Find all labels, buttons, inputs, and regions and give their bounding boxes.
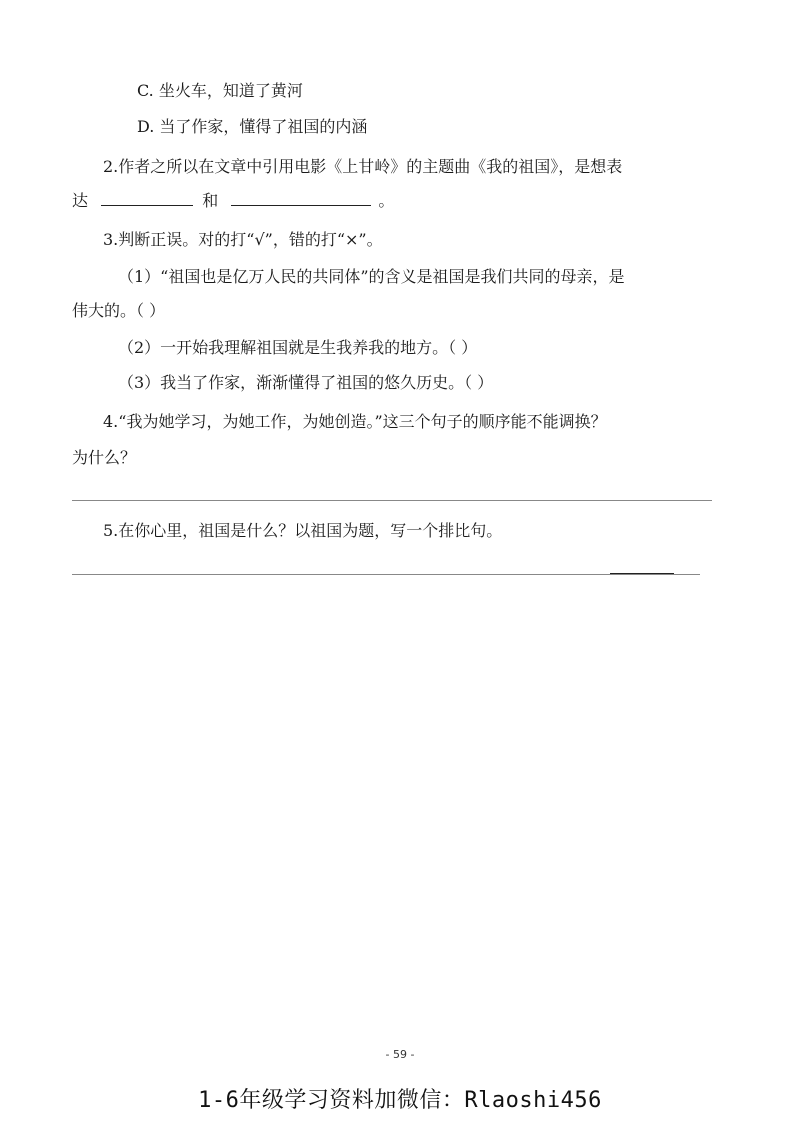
q2-middle: 和 bbox=[202, 191, 219, 210]
question-4-line1: 4.“我为她学习，为她工作，为她创造。”这三个句子的顺序能不能调换？ bbox=[103, 412, 607, 431]
answer-blank-2[interactable] bbox=[231, 191, 371, 206]
question-3-item3: （3）我当了作家，渐渐懂得了祖国的悠久历史。（ ） bbox=[118, 373, 494, 392]
footer-text: 1-6年级学习资料加微信：Rlaoshi456 bbox=[198, 1088, 602, 1113]
question-3-title: 3.判断正误。对的打“√”，错的打“×”。 bbox=[103, 230, 383, 249]
answer-line-q5-end bbox=[610, 573, 674, 574]
q2-prefix: 达 bbox=[72, 191, 89, 210]
question-2-line2 bbox=[72, 190, 394, 212]
question-3-item2: （2）一开始我理解祖国就是生我养我的地方。（ ） bbox=[118, 338, 478, 357]
option-d: D. 当了作家，懂得了祖国的内涵 bbox=[137, 117, 368, 136]
question-3-item1-line1: （1）“祖国也是亿万人民的共同体”的含义是祖国是我们共同的母亲，是 bbox=[118, 267, 625, 286]
page-number: - 59 - bbox=[385, 1048, 415, 1061]
answer-blank-1[interactable] bbox=[101, 191, 193, 206]
question-5-line1: 5.在你心里，祖国是什么？以祖国为题，写一个排比句。 bbox=[103, 521, 503, 540]
answer-line-q5[interactable] bbox=[72, 574, 700, 575]
question-3-item1-line2: 伟大的。（ ） bbox=[72, 301, 166, 320]
question-2-line1: 2.作者之所以在文章中引用电影《上甘岭》的主题曲《我的祖国》，是想表 bbox=[103, 157, 623, 176]
answer-line-q4[interactable] bbox=[72, 500, 712, 501]
option-c: C. 坐火车，知道了黄河 bbox=[137, 81, 303, 100]
question-4-line2: 为什么？ bbox=[72, 448, 137, 467]
q2-suffix: 。 bbox=[378, 191, 395, 210]
